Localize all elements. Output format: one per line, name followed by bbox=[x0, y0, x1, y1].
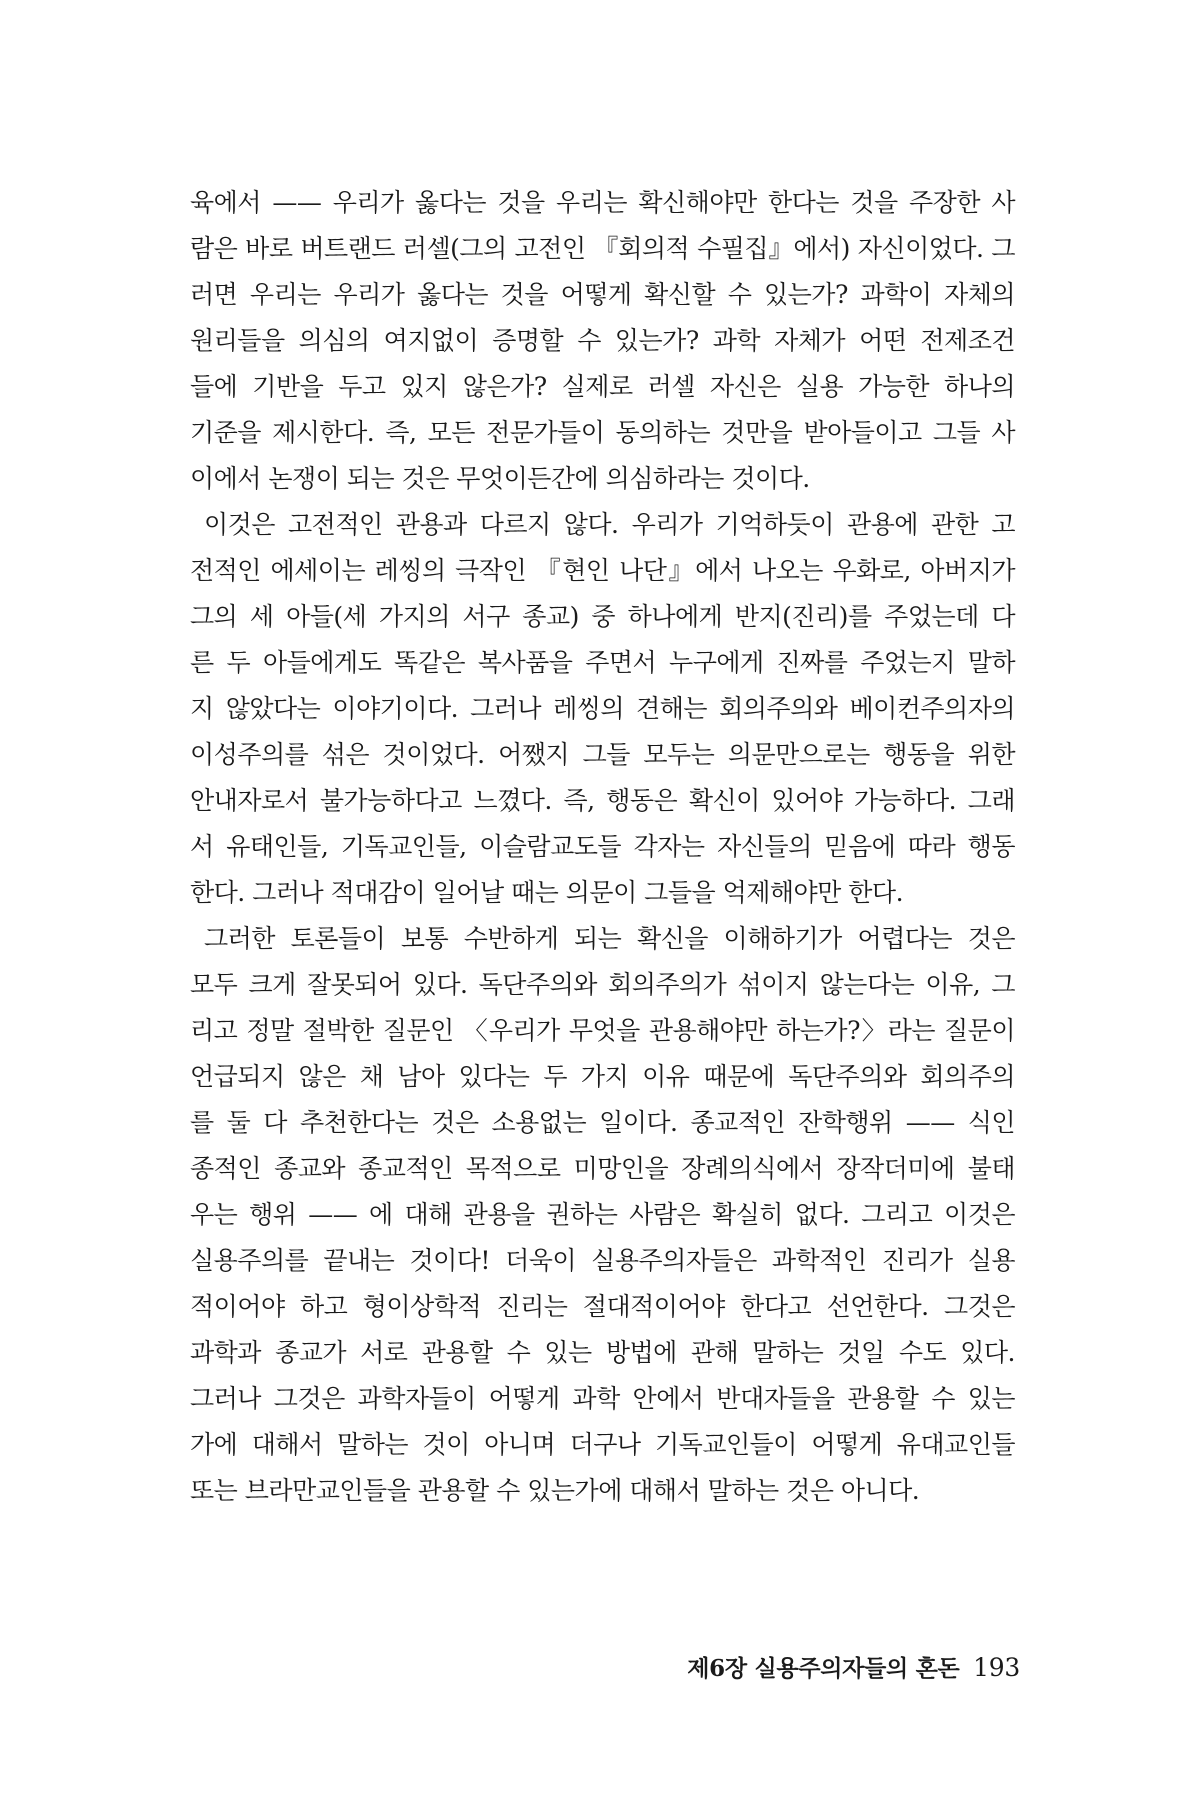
text-line: 람은 바로 버트랜드 러셀(그의 고전인 『회의적 수필집』에서) 자신이었다. 그 bbox=[190, 234, 1015, 263]
paragraph-2 bbox=[190, 502, 1015, 916]
text-line: 서 유태인들, 기독교인들, 이슬람교도들 각자는 자신들의 믿음에 따라 행동 bbox=[190, 832, 1015, 861]
text-line: 언급되지 않은 채 남아 있다는 두 가지 이유 때문에 독단주의와 회의주의 bbox=[190, 1062, 1015, 1091]
text-line: 들에 기반을 두고 있지 않은가? 실제로 러셀 자신은 실용 가능한 하나의 bbox=[190, 372, 1015, 401]
text-line: 모두 크게 잘못되어 있다. 독단주의와 회의주의가 섞이지 않는다는 이유, 그 bbox=[190, 970, 1015, 999]
text-line: 종적인 종교와 종교적인 목적으로 미망인을 장례의식에서 장작더미에 불태 bbox=[190, 1154, 1015, 1183]
text-line: 실용주의를 끝내는 것이다! 더욱이 실용주의자들은 과학적인 진리가 실용 bbox=[190, 1246, 1015, 1275]
page-number: 193 bbox=[973, 1653, 1020, 1682]
text-line: 또는 브라만교인들을 관용할 수 있는가에 대해서 말하는 것은 아니다. bbox=[190, 1476, 920, 1505]
text-line: 를 둘 다 추천한다는 것은 소용없는 일이다. 종교적인 잔학행위 —— 식인 bbox=[190, 1108, 1015, 1137]
text-line: 육에서 —— 우리가 옳다는 것을 우리는 확신해야만 한다는 것을 주장한 사 bbox=[190, 188, 1015, 217]
text-line: 가에 대해서 말하는 것이 아니며 더구나 기독교인들이 어떻게 유대교인들 bbox=[190, 1430, 1015, 1459]
text-line: 이에서 논쟁이 되는 것은 무엇이든간에 의심하라는 것이다. bbox=[190, 464, 810, 493]
text-line: 우는 행위 —— 에 대해 관용을 권하는 사람은 확실히 없다. 그리고 이것은 bbox=[190, 1200, 1015, 1229]
text-line: 그의 세 아들(세 가지의 서구 종교) 중 하나에게 반지(진리)를 주었는데 다 bbox=[190, 602, 1015, 631]
text-line: 른 두 아들에게도 똑같은 복사품을 주면서 누구에게 진짜를 주었는지 말하 bbox=[190, 648, 1015, 677]
text-line: 지 않았다는 이야기이다. 그러나 레씽의 견해는 회의주의와 베이컨주의자의 bbox=[190, 694, 1015, 723]
text-line: 러면 우리는 우리가 옳다는 것을 어떻게 확신할 수 있는가? 과학이 자체의 bbox=[190, 280, 1015, 309]
body-text bbox=[190, 180, 1015, 1514]
text-line: 안내자로서 불가능하다고 느꼈다. 즉, 행동은 확신이 있어야 가능하다. 그래 bbox=[190, 786, 1015, 815]
text-line: 그러한 토론들이 보통 수반하게 되는 확신을 이해하기가 어렵다는 것은 bbox=[204, 924, 1015, 953]
text-line: 한다. 그러나 적대감이 일어날 때는 의문이 그들을 억제해야만 한다. bbox=[190, 878, 904, 907]
text-line: 이것은 고전적인 관용과 다르지 않다. 우리가 기억하듯이 관용에 관한 고 bbox=[204, 510, 1015, 539]
text-line: 전적인 에세이는 레씽의 극작인 『현인 나단』에서 나오는 우화로, 아버지가 bbox=[190, 556, 1015, 585]
page-footer bbox=[640, 1650, 1020, 1683]
text-line: 이성주의를 섞은 것이었다. 어쨌지 그들 모두는 의문만으로는 행동을 위한 bbox=[190, 740, 1015, 769]
paragraph-1 bbox=[190, 180, 1015, 502]
text-line: 적이어야 하고 형이상학적 진리는 절대적이어야 한다고 선언한다. 그것은 bbox=[190, 1292, 1015, 1321]
paragraph-3 bbox=[190, 916, 1015, 1514]
text-line: 과학과 종교가 서로 관용할 수 있는 방법에 관해 말하는 것일 수도 있다. bbox=[190, 1338, 1015, 1367]
chapter-title: 제6장 실용주의자들의 혼돈 bbox=[687, 1655, 960, 1682]
text-line: 그러나 그것은 과학자들이 어떻게 과학 안에서 반대자들을 관용할 수 있는 bbox=[190, 1384, 1015, 1413]
text-line: 기준을 제시한다. 즉, 모든 전문가들이 동의하는 것만을 받아들이고 그들 사 bbox=[190, 418, 1015, 447]
text-line: 리고 정말 절박한 질문인 〈우리가 무엇을 관용해야만 하는가?〉라는 질문이 bbox=[190, 1016, 1015, 1045]
text-line: 원리들을 의심의 여지없이 증명할 수 있는가? 과학 자체가 어떤 전제조건 bbox=[190, 326, 1015, 355]
